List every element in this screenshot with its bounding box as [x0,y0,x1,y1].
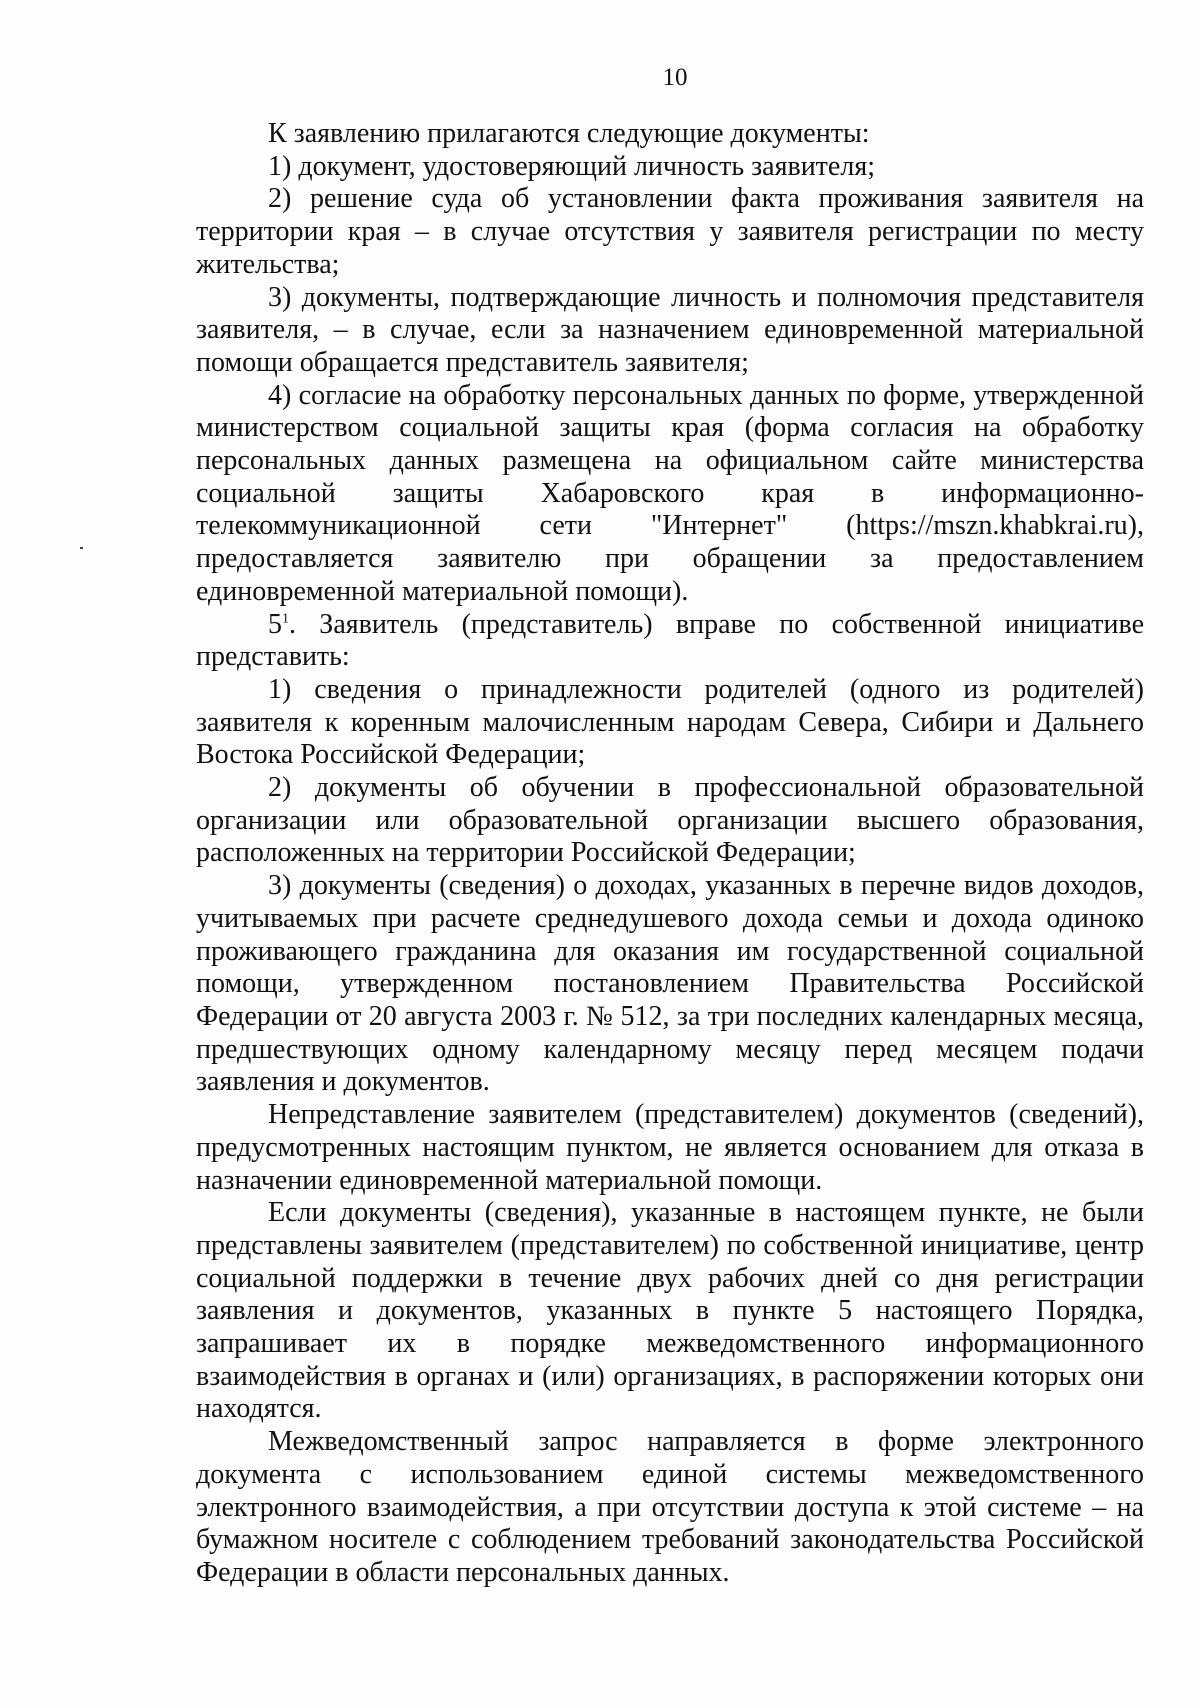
paragraph-item-4: 4) согласие на обработку персональных данных по форме, утвержденной министерством социальной защиты края (форма согласия на обработку персональных данных размещена на официальном сайте министерства социальной защиты Хабаровского края в информационно-телекоммуникационной сети "Интернет" (https://mszn.khabkrai.ru), предоставляется заявителю при обращении за предоставлением единовременной материальной помощи). [196,379,1144,607]
page-number: 10 [662,64,688,91]
paragraph-optional-2: 2) документы об обучении в профессиональной образовательной организации или образовательной организации высшего образования, расположенных на территории Российской Федерации; [196,772,1144,869]
paragraph-non-submission: Непредставление заявителем (представителем) документов (сведений), предусмотренных настоящим пунктом, не является основанием для отказа в назначении единовременной материальной помощи. [196,1099,1144,1196]
paragraph-item-3: 3) документы, подтверждающие личность и полномочия представителя заявителя, – в случае, если за назначением единовременной материальной помощи обращается представитель заявителя; [196,281,1144,378]
paragraph-intro: К заявлению прилагаются следующие документы: [268,118,870,149]
paragraph-clause-5-1 [196,609,1144,674]
paragraph-request-form: Межведомственный запрос направляется в форме электронного документа с использованием единой системы межведомственного электронного взаимодействия, а при отсутствии доступа к этой системе – на бумажном носителе с соблюдением требований законодательства Российской Федерации в области персональных данных. [196,1426,1144,1588]
paragraph-item-2: 2) решение суда об установлении факта проживания заявителя на территории края – в случае отсутствия у заявителя регистрации по месту жительства; [196,183,1144,280]
clause-superscript: 1 [282,611,289,627]
clause-number: 5 [268,608,282,640]
paragraph-optional-3: 3) документы (сведения) о доходах, указанных в перечне видов доходов, учитываемых при расчете среднедушевого дохода семьи и дохода одиноко проживающего гражданина для оказания им государственной социальной помощи, утвержденном постановлением Правительства Российской Федерации от 20 августа 2003 г. № 512, за три последних календарных месяца, предшествующих одному календарному месяцу перед месяцем подачи заявления и документов. [196,870,1144,1098]
paragraph-optional-1: 1) сведения о принадлежности родителей (одного из родителей) заявителя к коренным малочисленным народам Севера, Сибири и Дальнего Востока Российской Федерации; [196,673,1144,771]
clause-text: . Заявитель (представитель) вправе по собственной инициативе представить: [196,608,1144,673]
document-body [196,118,1144,1590]
scan-speck [80,547,83,549]
paragraph-interagency-request: Если документы (сведения), указанные в настоящем пункте, не были представлены заявителем (представителем) по собственной инициативе, центр социальной поддержки в течение двух рабочих дней со дня регистрации заявления и документов, указанных в пункте 5 настоящего Порядка, запрашивает их в порядке межведомственного информационного взаимодействия в органах и (или) организациях, в распоряжении которых они находятся. [196,1197,1144,1425]
paragraph-item-1: 1) документ, удостоверяющий личность заявителя; [268,150,875,182]
